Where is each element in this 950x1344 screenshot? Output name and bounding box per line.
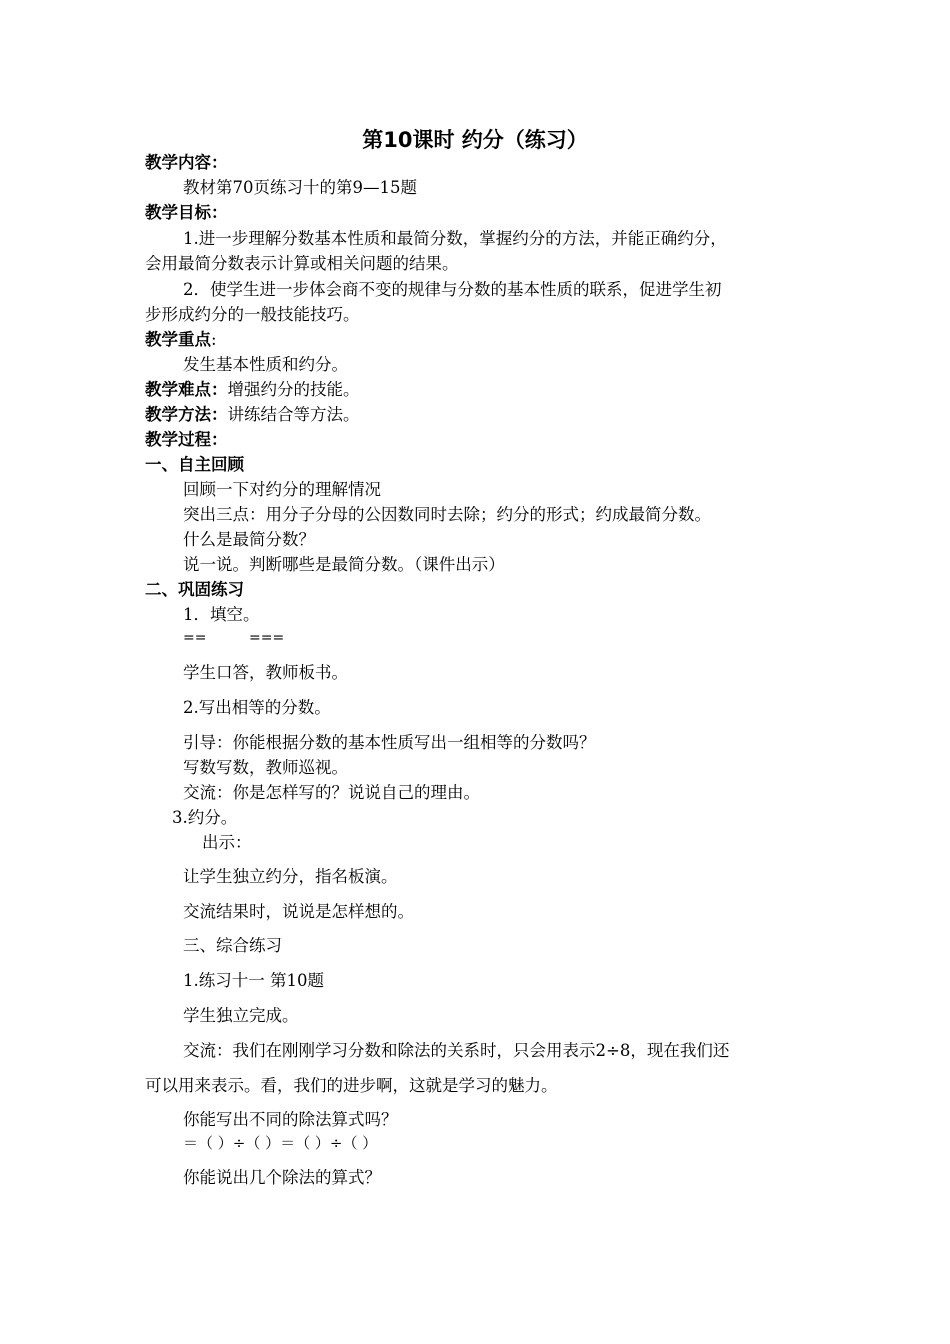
key-points-label: 教学重点 xyxy=(145,330,211,349)
goals-label: 教学目标： xyxy=(145,203,228,222)
section-3-formula: ＝（ ）÷（ ）＝（ ）÷（ ） xyxy=(183,1134,378,1152)
section-1-line-4: 说一说。判断哪些是最简分数。（课件出示） xyxy=(183,555,505,574)
key-points-heading xyxy=(145,329,217,351)
method-line xyxy=(145,404,360,426)
goal-2-line-2: 步形成约分的一般技能技巧。 xyxy=(145,305,360,324)
section-2-question-1: 1．填空。 xyxy=(183,605,260,624)
section-3-line-4: 你能说出几个除法的算式？ xyxy=(183,1168,381,1187)
goal-1-line-1: 1.进一步理解分数基本性质和最简分数，掌握约分的方法，并能正确约分， xyxy=(183,229,727,248)
content-label: 教学内容： xyxy=(145,153,228,172)
section-2-line-5: 让学生独立约分，指名板演。 xyxy=(183,867,398,886)
section-2-heading: 二、巩固练习 xyxy=(145,580,244,599)
section-2-question-2: 2.写出相等的分数。 xyxy=(183,698,331,717)
section-2-line-2: 引导：你能根据分数的基本性质写出一组相等的分数吗？ xyxy=(183,733,596,752)
section-1-line-2: 突出三点：用分子分母的公因数同时去除；约分的形式；约成最简分数。 xyxy=(183,505,711,524)
goal-2-line-1: 2．使学生进一步体会商不变的规律与分数的基本性质的联系，促进学生初 xyxy=(183,280,722,299)
section-2-line-1: 学生口答，教师板书。 xyxy=(183,663,348,682)
key-points-colon: : xyxy=(211,330,217,349)
difficulty-line xyxy=(145,379,360,401)
section-1-heading: 一、自主回顾 xyxy=(145,455,244,474)
section-2-equation-b: === xyxy=(249,630,285,646)
section-2-question-3: 3.约分。 xyxy=(172,808,238,827)
document-title: 第10课时 约分（练习） xyxy=(362,128,588,152)
method-text: 讲练结合等方法。 xyxy=(227,405,360,424)
section-3-line-1: 学生独立完成。 xyxy=(183,1006,299,1025)
goal-1-line-2: 会用最简分数表示计算或相关问题的结果。 xyxy=(145,254,459,273)
section-3-question-1: 1.练习十一 第10题 xyxy=(183,971,324,990)
section-3-heading: 三、综合练习 xyxy=(183,936,282,955)
difficulty-label: 教学难点： xyxy=(145,380,228,399)
section-1-line-1: 回顾一下对约分的理解情况 xyxy=(183,480,381,499)
process-label: 教学过程： xyxy=(145,430,228,449)
section-2-line-4: 交流：你是怎样写的？说说自己的理由。 xyxy=(183,783,480,802)
section-2-line-3: 写数写数，教师巡视。 xyxy=(183,758,348,777)
key-points-text: 发生基本性质和约分。 xyxy=(183,355,348,374)
section-3-line-2a: 交流：我们在刚刚学习分数和除法的关系时，只会用表示2÷8，现在我们还 xyxy=(183,1041,730,1060)
section-2-equation-a: == xyxy=(183,630,207,646)
section-2-show: 出示： xyxy=(202,833,252,852)
section-2-line-6: 交流结果时，说说是怎样想的。 xyxy=(183,902,414,921)
difficulty-text: 增强约分的技能。 xyxy=(227,380,360,399)
section-3-line-3: 你能写出不同的除法算式吗？ xyxy=(183,1110,398,1129)
method-label: 教学方法： xyxy=(145,405,228,424)
section-1-line-3: 什么是最简分数？ xyxy=(183,530,315,549)
content-text: 教材第70页练习十的第9—15题 xyxy=(183,178,417,197)
section-3-line-2b: 可以用来表示。看，我们的进步啊，这就是学习的魅力。 xyxy=(145,1076,558,1095)
